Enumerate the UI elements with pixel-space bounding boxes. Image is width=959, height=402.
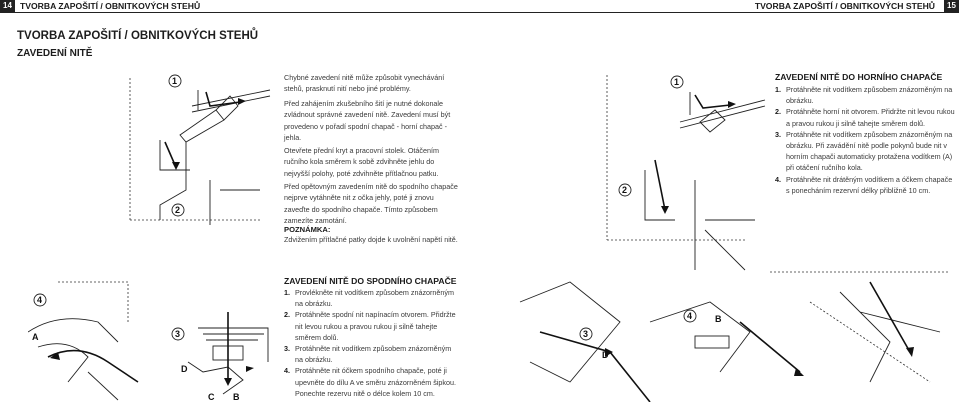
upper-looper-figure-steps-3-4 bbox=[510, 262, 959, 402]
upper-looper-step: 3. Protáhněte nit vodítkem způsobem znázorněným na obrázku. Při zavádění nitě podle pokynů bude nit v horním chapači automaticky protažena vodítkem (A) při otáčení ručního kola. bbox=[775, 129, 953, 173]
page-number-left: 14 bbox=[0, 0, 15, 12]
upper-looper-figure-steps-1-2 bbox=[595, 70, 770, 280]
step-2-label: 2 bbox=[175, 205, 181, 215]
intro-paragraph-4: Před opětovným zavedením nitě do spodního chapače nejprve vytáhněte nit z očka jehly, poté ji znovu zaveďte do spodního chapače. Tímto způsobem zamezíte zamotání. bbox=[284, 182, 458, 225]
upper-looper-title: ZAVEDENÍ NITĚ DO HORNÍHO CHAPAČE bbox=[775, 72, 943, 82]
upper-part-d-label: D bbox=[602, 350, 609, 360]
lower-looper-step: 3. Protáhněte nit vodítkem způsobem znázorněným na obrázku. bbox=[284, 344, 452, 365]
lower-looper-step: 2. Protáhněte spodní nit napínacím otvorem. Přidržte nit levou rukou a pravou rukou ji silně tahejte směrem dolů. bbox=[284, 310, 456, 342]
lower-looper-step: 1. Provlékněte nit vodítkem způsobem znázorněným na obrázku. bbox=[284, 288, 455, 309]
running-header-right: TVORBA ZAPOŠITÍ / OBNITKOVÝCH STEHŮ bbox=[754, 1, 935, 11]
upper-step-1-label: 1 bbox=[674, 77, 680, 87]
upper-step-4-label: 4 bbox=[687, 311, 693, 321]
intro-paragraph-2: Před zahájením zkušebního šití je nutné dokonale zvládnout správné zavedení nitě. Zavedení musí být provedeno v pořadí spodní chapač - horní chapač - jehla. bbox=[284, 99, 451, 142]
part-c-label: C bbox=[208, 392, 215, 402]
upper-looper-step: 2. Protáhněte horní nit otvorem. Přidržte nit levou rukou a pravou rukou ji silně tahejte směrem dolů. bbox=[775, 107, 955, 128]
lower-looper-title: ZAVEDENÍ NITĚ DO SPODNÍHO CHAPAČE bbox=[284, 276, 457, 286]
part-a-label: A bbox=[32, 332, 39, 342]
lower-looper-figure-steps-1-2 bbox=[120, 70, 280, 230]
page-title: TVORBA ZAPOŠITÍ / OBNITKOVÝCH STEHŮ bbox=[17, 30, 259, 42]
intro-paragraph-3: Otevřete přední kryt a pracovní stolek. Otáčením ručního kola směrem k sobě zdvihněte jehlu do nejvyšší polohy, poté zdvihněte přítlačnou patku. bbox=[284, 146, 439, 178]
upper-looper-step: 4. Protáhněte nit drátěným vodítkem a óčkem chapače s ponecháním rezervní délky přibližně 10 cm. bbox=[775, 174, 953, 195]
page-subtitle: ZAVEDENÍ NITĚ bbox=[17, 48, 93, 59]
lower-looper-figure-steps-3-4 bbox=[28, 262, 278, 402]
part-d-label: D bbox=[181, 364, 188, 374]
intro-paragraph-1: Chybné zavedení nitě může způsobit vynechávání stehů, prasknutí nití nebo jiné problémy. bbox=[284, 73, 445, 94]
lower-looper-step: 4. Protáhněte nit óčkem spodního chapače, poté ji upevněte do dílu A ve směru znázorněném šipkou. Ponechte rezervu nitě o délce kolem 10 cm. bbox=[284, 366, 457, 398]
upper-part-b-label: B bbox=[715, 314, 722, 324]
running-header-left: TVORBA ZAPOŠITÍ / OBNITKOVÝCH STEHŮ bbox=[20, 1, 201, 11]
upper-looper-step: 1. Protáhněte nit vodítkem způsobem znázorněným na obrázku. bbox=[775, 85, 953, 106]
page-number-right: 15 bbox=[944, 0, 959, 12]
lower-looper-steps bbox=[284, 287, 459, 399]
note-text: Zdvižením přítlačné patky dojde k uvolnění napětí nitě. bbox=[284, 235, 458, 244]
step-1-label: 1 bbox=[172, 76, 178, 86]
step-4-label: 4 bbox=[37, 295, 43, 305]
step-3-label: 3 bbox=[175, 329, 181, 339]
note-title: POZNÁMKA: bbox=[284, 225, 331, 234]
upper-step-3-label: 3 bbox=[583, 329, 589, 339]
part-b-label: B bbox=[233, 392, 240, 402]
upper-looper-steps bbox=[775, 84, 955, 196]
upper-step-2-label: 2 bbox=[622, 185, 628, 195]
